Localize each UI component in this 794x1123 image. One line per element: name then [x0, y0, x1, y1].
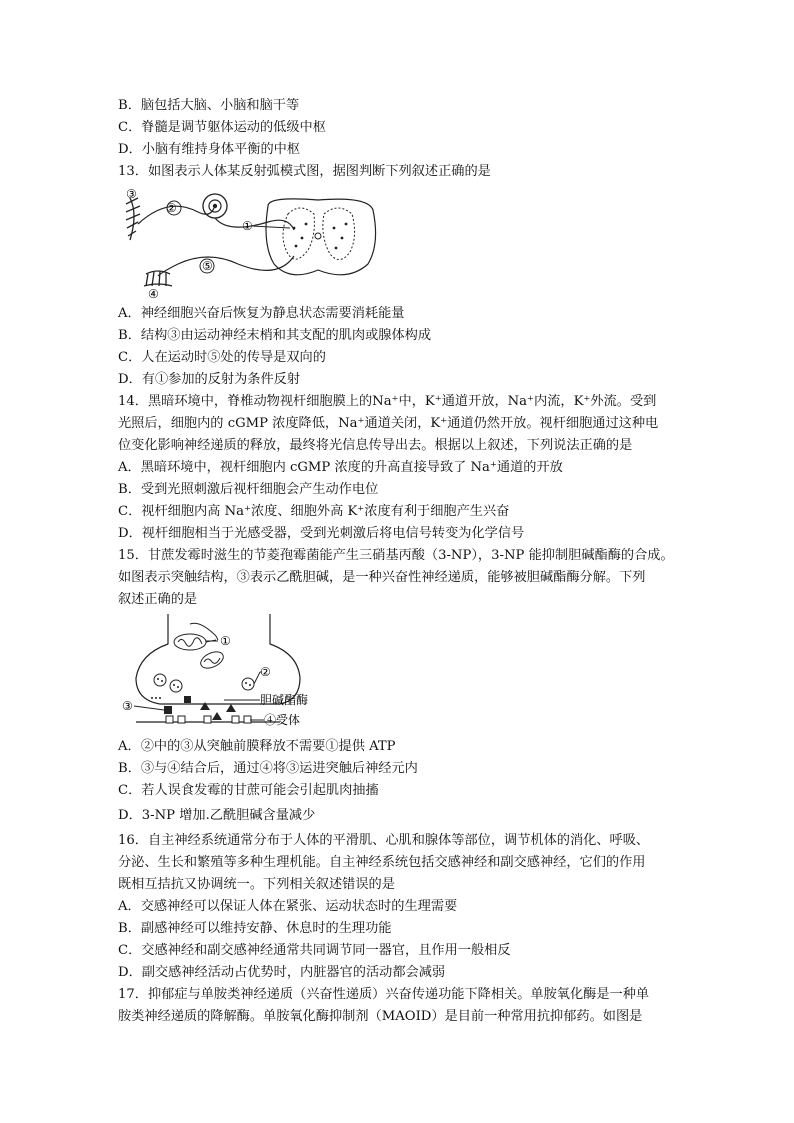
q14-stem-line1: 14．黑暗环境中，脊椎动物视杆细胞膜上的Na⁺中，K⁺通道开放，Na⁺内流，K⁺外流。受到: [118, 394, 657, 409]
q14-stem-line3: 位变化影响神经递质的释放，最终将光信息传导出去。根据以上叙述，下列说法正确的是: [118, 438, 633, 453]
q15-option-c: C．若人误食发霉的甘蔗可能会引起肌肉抽搐: [118, 783, 379, 798]
q12-option-c: C．脊髓是调节躯体运动的低级中枢: [118, 120, 326, 135]
q16-option-c: C．交感神经和副交感神经通常共同调节同一器官，且作用一般相反: [118, 943, 511, 958]
q14-option-c: C．视杆细胞内高 Na⁺浓度、细胞外高 K⁺浓度有利于细胞产生兴奋: [118, 504, 510, 519]
fig13-label-4: ④: [148, 287, 159, 300]
q17-stem-line1: 17．抑郁症与单胺类神经递质（兴奋性递质）兴奋传递功能下降相关。单胺氧化酶是一种单: [118, 987, 650, 1002]
q15-stem-line3: 叙述正确的是: [118, 592, 198, 607]
q14-option-a: A．黑暗环境中，视杆细胞内 cGMP 浓度的升高直接导致了 Na⁺通道的开放: [118, 460, 563, 475]
q13-option-d: D．有①参加的反射为条件反射: [118, 372, 301, 387]
vesicles: [154, 674, 254, 692]
q13-option-b: B．结构③由运动神经末梢和其支配的肌肉或腺体构成: [118, 328, 432, 343]
synapse-figure: [120, 614, 340, 730]
q16-option-d: D．副交感神经活动占优势时，内脏器官的活动都会减弱: [118, 965, 446, 980]
q14-option-d: D．视杆细胞相当于光感受器，受到光刺激后将电信号转变为化学信号: [118, 526, 525, 541]
fig15-label-enzyme: 胆碱酯酶: [260, 693, 309, 707]
q16-option-b: B．副感神经可以维持安静、休息时的生理功能: [118, 921, 392, 936]
fig13-label-2: ②: [166, 201, 177, 215]
fig15-label-4: ④受体: [264, 713, 301, 727]
fig15-label-3: ③: [122, 699, 133, 713]
q17-stem-line2: 胺类神经递质的降解酶。单胺氧化酶抑制剂（MAOID）是目前一种常用抗抑郁药。如图是: [118, 1009, 643, 1024]
q15-option-a: A．②中的③从突触前膜释放不需要①提供 ATP: [118, 739, 396, 754]
presynaptic-terminal: [136, 614, 300, 704]
fig15-label-2: ②: [260, 665, 271, 679]
q12-option-d: D．小脑有维持身体平衡的中枢: [118, 142, 301, 157]
q14-stem-line2: 光照后，细胞内的 cGMP 浓度降低，Na⁺通道关闭，K⁺通道仍然开放。视杆细胞通过这种电: [118, 416, 659, 431]
q15-stem-line1: 15．甘蔗发霉时滋生的节菱孢霉菌能产生三硝基丙酸（3-NP），3-NP 能抑制胆碱酯酶的合成。: [118, 548, 674, 563]
q15-option-b: B．③与④结合后，通过④将③运进突触后神经元内: [118, 761, 418, 776]
fig13-label-3: ③: [126, 187, 137, 201]
q13-option-c: C．人在运动时⑤处的传导是双向的: [118, 350, 326, 365]
q16-option-a: A．交感神经可以保证人体在紧张、运动状态时的生理需要: [118, 899, 458, 914]
q16-stem-line1: 16．自主神经系统通常分布于人体的平滑肌、心肌和腺体等部位，调节机体的消化、呼吸、: [118, 833, 650, 848]
structure-3-icon: [126, 198, 140, 240]
fig13-label-5: ⑤: [202, 259, 213, 273]
q13-stem: 13．如图表示人体某反射弧模式图，据图判断下列叙述正确的是: [118, 164, 491, 179]
q15-stem-line2: 如图表示突触结构，③表示乙酰胆碱，是一种兴奋性神经递质，能够被胆碱酯酶分解。下列: [118, 570, 646, 585]
q15-option-d: D．3-NP 增加.乙酰胆碱含量减少: [118, 808, 316, 823]
q12-option-b: B．脑包括大脑、小脑和脑干等: [118, 98, 300, 113]
spinal-cord-icon: [266, 199, 376, 275]
fig15-label-1: ①: [220, 634, 231, 648]
structure-4-icon: [144, 271, 172, 286]
reflex-arc-figure: [118, 184, 398, 300]
q14-option-b: B．受到光照刺激后视杆细胞会产生动作电位: [118, 482, 379, 497]
fig13-label-1: ①: [242, 219, 253, 233]
q16-stem-line2: 分泌、生长和繁殖等多种生理机能。自主神经系统包括交感神经和副交感神经，它们的作用: [118, 855, 646, 870]
q13-option-a: A．神经细胞兴奋后恢复为静息状态需要消耗能量: [118, 306, 405, 321]
q16-stem-line3: 既相互拮抗又协调统一。下列相关叙述错误的是: [118, 877, 395, 892]
receptor-icons: [166, 716, 251, 723]
